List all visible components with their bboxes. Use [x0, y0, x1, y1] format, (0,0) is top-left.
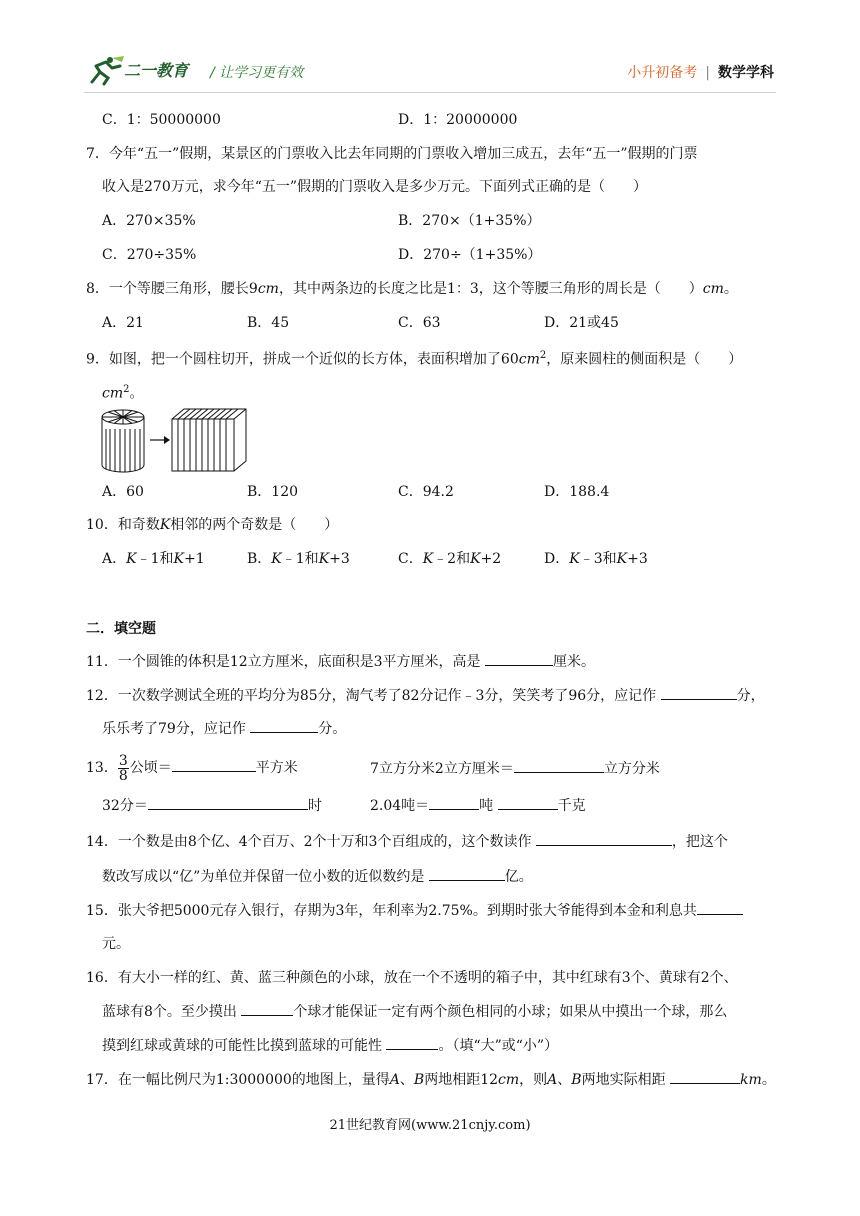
q13-fraction [118, 754, 129, 783]
q10-a-var2: K [173, 551, 184, 567]
q10-option-c [398, 549, 501, 569]
q12-line1-pre: 12．一次数学测试全班的平均分为85分，淘气考了82分记作﹣3分，笑笑考了96分，应记作 [86, 688, 657, 704]
q6-option-d: D．1：20000000 [398, 112, 518, 128]
q10-var: K [159, 517, 171, 533]
arrow-right-icon [150, 436, 170, 444]
q17-answer-blank[interactable] [670, 1069, 740, 1084]
q16-line2-pre: 蓝球有8个。至少摸出 [102, 1004, 237, 1020]
q15-line-1 [86, 900, 743, 921]
q17-sep-2: 、 [557, 1072, 572, 1088]
q9-line-2 [102, 380, 144, 404]
q10-a-end: +1 [183, 551, 205, 567]
q8-option-c: C．63 [398, 315, 441, 331]
cylinder-shape [102, 410, 144, 472]
q13-frac-num: 3 [118, 752, 128, 769]
page-footer: 21世纪教育网(www.21cnjy.com) [329, 1118, 531, 1133]
q10-c-var2: K [470, 551, 481, 567]
q13-b-pre: 7立方分米2立方厘米＝ [370, 761, 514, 777]
q15-answer-blank[interactable] [697, 900, 743, 915]
q12-line2-pre: 乐乐考了79分，应记作 [102, 721, 246, 737]
q13-answer-blank-d2[interactable] [498, 795, 558, 810]
q13-a-unit: 公顷＝ [129, 760, 172, 776]
q17-point-a-2: A [547, 1072, 558, 1088]
q12-line-1 [86, 685, 765, 706]
q10-b-mid: ﹣1和 [281, 551, 319, 567]
q11-answer-blank[interactable] [485, 651, 553, 666]
q14-line1-pre: 14．一个数是由8个亿、4个百万、2个十万和3个百组成的，这个数读作 [86, 834, 532, 850]
header-divider [84, 92, 776, 93]
q15-line-2: 元。 [102, 936, 130, 952]
q17-text-pre: 17．在一幅比例尺为1:3000000的地图上，量得 [86, 1072, 390, 1088]
q13-b-post: 立方分米 [603, 761, 660, 777]
q13-line-1a [86, 752, 298, 784]
q9-text-post: ，原来圆柱的侧面积是（ ） [546, 351, 743, 368]
q10-d-label: D． [544, 551, 570, 567]
header-slogan: / 让学习更有效 [210, 65, 304, 81]
brand-logo [86, 56, 216, 88]
cuboid-shape [172, 409, 246, 471]
q17-unit-cm: cm [498, 1072, 520, 1088]
header-right [627, 62, 774, 82]
q13-c-pre: 32分＝ [102, 798, 148, 814]
q11-text-pre: 11．一个圆锥的体积是12立方厘米，底面积是3平方厘米，高是 [86, 654, 481, 670]
q9-unit: cm [518, 351, 540, 368]
q8-option-a: A．21 [102, 315, 144, 331]
q8-text-end: 。 [723, 281, 738, 297]
q16-line3-post: 。（填“大”或“小”） [438, 1038, 559, 1054]
runner-logo-icon [86, 56, 126, 86]
page-header [0, 0, 860, 100]
q9-option-c: C．94.2 [398, 484, 454, 500]
q9-option-a: A．60 [102, 484, 144, 500]
header-separator: | [705, 65, 710, 81]
q16-line2-post: 个球才能保证一定有两个颜色相同的小球；如果从中摸出一个球，那么 [293, 1004, 728, 1020]
q13-d-mid: 吨 [479, 798, 494, 814]
q10-a-var1: K [126, 551, 137, 567]
q8-option-b: B．45 [247, 315, 290, 331]
q10-d-mid: ﹣3和 [579, 551, 617, 567]
q8-text-mid: ，其中两条边的长度之比是1：3，这个等腰三角形的周长是（ ） [278, 281, 703, 297]
q13-d-post: 千克 [557, 798, 586, 814]
section-heading-fill-in: 二．填空题 [86, 621, 156, 637]
q10-b-label: B． [247, 551, 272, 567]
q10-d-end: +3 [627, 551, 648, 567]
q6-option-c: C．1：50000000 [102, 112, 221, 128]
q17-point-a: A [389, 1072, 400, 1088]
q13-frac-den: 8 [118, 767, 128, 784]
q14-answer-blank-1[interactable] [536, 831, 672, 846]
q9-sup: 2 [539, 350, 547, 361]
logo-text: 二一教育 [124, 61, 189, 80]
q10-text-post: 相邻的两个奇数是（ ） [170, 517, 339, 533]
q10-c-mid: ﹣2和 [433, 551, 471, 567]
q7-line-2: 收入是270万元，求今年“五一”假期的门票收入是多少万元。下面列式正确的是（ ） [102, 179, 648, 195]
q17-point-b: B [413, 1072, 425, 1088]
q10-option-a [102, 549, 205, 569]
q10-a-mid: ﹣1和 [136, 551, 174, 567]
q10-d-var1: K [569, 551, 580, 567]
q7-option-d: D．270÷（1+35%） [398, 247, 542, 263]
q17-sep: 、 [399, 1072, 414, 1088]
q7-option-b: B．270×（1+35%） [398, 213, 541, 229]
q11-text-post: 厘米。 [553, 654, 595, 670]
header-subject: 数学学科 [718, 65, 774, 81]
q10-b-var1: K [271, 551, 282, 567]
q14-line-2 [102, 866, 533, 887]
q8-unit-2: cm [702, 281, 724, 297]
q9-option-d: D．188.4 [544, 484, 610, 500]
q7-line-1: 7．今年“五一”假期，某景区的门票收入比去年同期的门票收入增加三成五，去年“五一”假期的门票 [86, 146, 698, 162]
q7-option-a: A．270×35% [102, 213, 196, 229]
q17-text-mid3: 两地实际相距 [581, 1072, 666, 1088]
q14-line2-post: 亿。 [504, 869, 533, 885]
q13-d-pre: 2.04吨＝ [370, 798, 430, 814]
q10-text-pre: 10．和奇数 [86, 517, 160, 533]
q11-stem [86, 651, 595, 672]
q13-line-1b [370, 758, 660, 779]
q17-text-mid2: ，则 [519, 1072, 548, 1088]
q12-line2-post: 分。 [318, 721, 347, 737]
q10-c-label: C． [398, 551, 423, 567]
q9-text-pre: 9．如图，把一个圆柱切开，拼成一个近似的长方体，表面积增加了60 [86, 351, 519, 368]
q10-b-var2: K [318, 551, 330, 567]
cylinder-to-cuboid-figure [100, 405, 250, 477]
q9-line2-unit: cm [102, 385, 124, 402]
q14-line-1 [86, 831, 728, 852]
q14-line1-post: ，把这个 [671, 834, 728, 850]
q10-stem [86, 515, 338, 535]
q16-line-2 [102, 1001, 727, 1022]
q12-line-2 [102, 718, 346, 739]
q9-line2-end: 。 [129, 385, 144, 402]
q12-line1-post: 分， [736, 688, 765, 704]
q13-answer-blank-a[interactable] [172, 757, 256, 772]
q8-unit-1: cm [257, 281, 279, 297]
q8-option-d: D．21或45 [544, 315, 619, 331]
q8-stem [86, 279, 738, 299]
q12-answer-blank-2[interactable] [250, 718, 318, 733]
q13-answer-blank-c[interactable] [148, 795, 308, 810]
q13-line-2b [370, 795, 586, 816]
q17-stem [86, 1069, 776, 1090]
q13-answer-blank-b[interactable] [514, 758, 604, 773]
q9-line2-sup: 2 [123, 384, 130, 395]
q16-line3-pre: 摸到红球或黄球的可能性比摸到蓝球的可能性 [102, 1038, 382, 1054]
q7-option-c: C．270÷35% [102, 247, 197, 263]
q12-answer-blank-1[interactable] [661, 685, 737, 700]
q13-line-2a [102, 795, 322, 816]
q10-option-d [544, 549, 648, 569]
q15-line1-text: 15．张大爷把5000元存入银行，存期为3年，年利率为2.75%。到期时张大爷能得到本金和利息共 [86, 903, 697, 919]
q16-answer-blank-1[interactable] [241, 1001, 293, 1016]
q10-b-end: +3 [329, 551, 350, 567]
q17-text-end: 。 [761, 1072, 776, 1088]
header-exam: 小升初备考 [627, 65, 698, 81]
q16-line-3 [102, 1035, 558, 1056]
q13-answer-blank-d1[interactable] [429, 795, 479, 810]
q10-option-b [247, 549, 350, 569]
q13-c-post: 时 [307, 798, 322, 814]
q9-option-b: B．120 [247, 484, 299, 500]
q10-c-var1: K [422, 551, 434, 567]
q17-text-mid: 两地相距12 [424, 1072, 499, 1088]
q13-number: 13． [86, 760, 118, 776]
q8-text-pre: 8．一个等腰三角形，腰长9 [86, 281, 258, 297]
q17-point-b-2: B [571, 1072, 582, 1088]
q10-c-end: +2 [480, 551, 502, 567]
q14-line2-pre: 数改写成以“亿”为单位并保留一位小数的近似数约是 [102, 869, 425, 885]
q13-a-post: 平方米 [255, 760, 298, 776]
q10-d-var2: K [616, 551, 628, 567]
q10-a-label: A． [102, 551, 127, 567]
q14-answer-blank-2[interactable] [429, 866, 505, 881]
q16-line-1: 16．有大小一样的红、黄、蓝三种颜色的小球，放在一个不透明的箱子中，其中红球有3个、黄球有2个、 [86, 970, 738, 986]
q17-unit-km: km [740, 1072, 762, 1088]
q16-answer-blank-2[interactable] [386, 1035, 438, 1050]
q9-stem [86, 346, 742, 370]
